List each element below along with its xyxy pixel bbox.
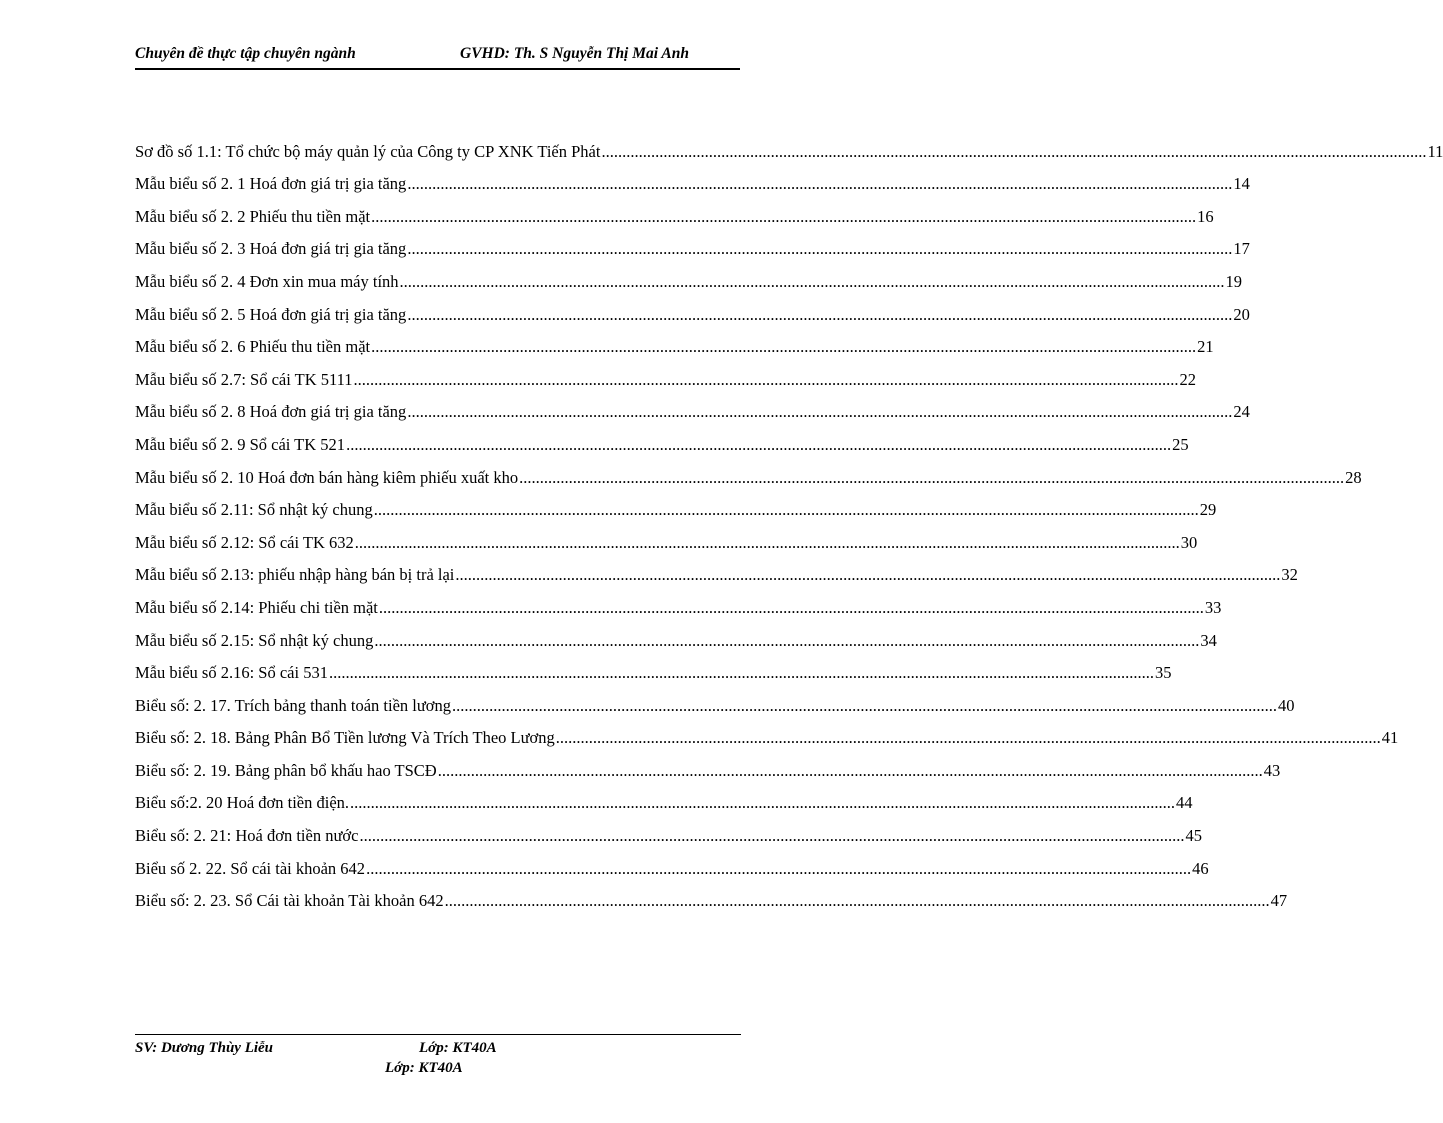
toc-leader-dots: ........................................................................................................................................................................................................: [519, 467, 1345, 487]
toc-entry-page: 46: [1192, 858, 1209, 878]
footer-student: SV: Dương Thùy Liễu: [135, 1040, 274, 1056]
toc-entry[interactable]: [135, 325, 1214, 358]
toc-entry-page: 22: [1179, 369, 1197, 389]
toc-leader-dots: ........................................................................................................................................................................................................: [366, 858, 1192, 878]
toc-entry-label: Mẫu biểu số 2. 10 Hoá đơn bán hàng kiêm phiếu xuất kho: [135, 467, 519, 487]
toc-entry-page: 41: [1381, 728, 1399, 748]
toc-entry-label: Mẫu biểu số 2. 2 Phiếu thu tiền mặt: [135, 206, 371, 226]
toc-leader-dots: ........................................................................................................................................................................................................: [354, 532, 1180, 552]
toc-leader-dots: ........................................................................................................................................................................................................: [371, 337, 1197, 357]
toc-entry-label: Mẫu biểu số 2.15: Sổ nhật ký chung: [135, 630, 374, 650]
toc-entry-label: Biểu số: 2. 21: Hoá đơn tiền nước: [135, 826, 359, 846]
table-of-figures: [135, 129, 1443, 911]
toc-entry-page: 14: [1233, 174, 1250, 194]
toc-entry-label: Mẫu biểu số 2. 6 Phiếu thu tiền mặt: [135, 337, 371, 357]
toc-entry-page: 33: [1204, 597, 1222, 617]
toc-entry-label: Mẫu biểu số 2. 8 Hoá đơn giá trị gia tăng: [135, 402, 407, 422]
toc-leader-dots: ........................................................................................................................................................................................................: [437, 760, 1263, 780]
toc-leader-dots: ........................................................................................................................................................................................................: [555, 728, 1381, 748]
toc-entry-label: Mẫu biểu số 2. 5 Hoá đơn giá trị gia tăng: [135, 304, 407, 324]
toc-leader-dots: ........................................................................................................................................................................................................: [407, 402, 1233, 422]
toc-entry-page: 24: [1233, 402, 1250, 422]
toc-entry[interactable]: [135, 259, 1243, 292]
toc-entry-label: Mẫu biểu số 2. 3 Hoá đơn giá trị gia tăng: [135, 239, 407, 259]
page-header: [135, 42, 740, 70]
toc-entry[interactable]: [135, 618, 1217, 651]
toc-leader-dots: ........................................................................................................................................................................................................: [407, 304, 1233, 324]
toc-entry-page: 32: [1281, 565, 1298, 585]
toc-entry[interactable]: [135, 227, 1250, 260]
toc-entry[interactable]: [135, 422, 1189, 455]
toc-entry[interactable]: [135, 553, 1298, 586]
toc-leader-dots: ........................................................................................................................................................................................................: [371, 206, 1197, 226]
toc-leader-dots: ........................................................................................................................................................................................................: [346, 434, 1172, 454]
toc-leader-dots: ........................................................................................................................................................................................................: [601, 141, 1427, 161]
toc-entry-label: Mẫu biểu số 2.13: phiếu nhập hàng bán bị trả lại: [135, 565, 455, 585]
toc-entry[interactable]: [135, 651, 1172, 684]
toc-entry[interactable]: [135, 488, 1217, 521]
toc-entry-label: Biểu số 2. 22. Sổ cái tài khoản 642: [135, 858, 366, 878]
toc-leader-dots: ........................................................................................................................................................................................................: [399, 271, 1225, 291]
toc-entry-page: 19: [1225, 271, 1243, 291]
toc-entry-label: Biểu số:2. 20 Hoá đơn tiền điện.: [135, 793, 350, 813]
toc-leader-dots: ........................................................................................................................................................................................................: [350, 793, 1176, 813]
toc-leader-dots: ........................................................................................................................................................................................................: [455, 565, 1281, 585]
toc-leader-dots: ........................................................................................................................................................................................................: [374, 630, 1200, 650]
toc-entry-label: Mẫu biểu số 2.7: Sổ cái TK 5111: [135, 369, 353, 389]
toc-entry-label: Mẫu biểu số 2.11: Sổ nhật ký chung: [135, 500, 373, 520]
toc-entry[interactable]: [135, 129, 1443, 162]
toc-entry[interactable]: [135, 781, 1193, 814]
toc-entry-page: 35: [1154, 663, 1172, 683]
toc-entry-label: Mẫu biểu số 2. 4 Đơn xin mua máy tính: [135, 271, 399, 291]
toc-entry-label: Biểu số: 2. 23. Sổ Cái tài khoản Tài khoản 642: [135, 891, 444, 911]
toc-entry-page: 43: [1263, 760, 1281, 780]
toc-entry[interactable]: [135, 390, 1250, 423]
toc-entry-page: 45: [1185, 826, 1202, 846]
toc-entry-page: 20: [1233, 304, 1250, 324]
toc-entry-label: Mẫu biểu số 2. 1 Hoá đơn giá trị gia tăng: [135, 174, 407, 194]
header-supervisor: GVHD: Th. S Nguyễn Thị Mai Anh: [460, 45, 689, 62]
toc-entry[interactable]: [135, 357, 1197, 390]
toc-leader-dots: ........................................................................................................................................................................................................: [373, 500, 1199, 520]
toc-entry-page: 11: [1427, 141, 1443, 161]
toc-entry-page: 40: [1278, 695, 1295, 715]
toc-entry[interactable]: [135, 194, 1214, 227]
toc-entry-label: Mẫu biểu số 2.12: Sổ cái TK 632: [135, 532, 354, 552]
toc-entry-page: 44: [1176, 793, 1193, 813]
toc-entry-label: Mẫu biểu số 2. 9 Sổ cái TK 521: [135, 434, 346, 454]
toc-entry-page: 30: [1180, 532, 1198, 552]
toc-entry[interactable]: [135, 879, 1288, 912]
toc-entry-label: Biểu số: 2. 18. Bảng Phân Bổ Tiền lương Và Trích Theo Lương: [135, 728, 555, 748]
toc-leader-dots: ........................................................................................................................................................................................................: [407, 239, 1233, 259]
toc-entry-label: Biểu số: 2. 17. Trích bảng thanh toán tiền lương: [135, 695, 452, 715]
footer-divider: [135, 1034, 741, 1035]
toc-entry-page: 16: [1197, 206, 1214, 226]
toc-leader-dots: ........................................................................................................................................................................................................: [353, 369, 1179, 389]
toc-entry[interactable]: [135, 716, 1399, 749]
footer-class-repeat: Lớp: KT40A: [385, 1060, 463, 1076]
toc-leader-dots: ........................................................................................................................................................................................................: [359, 826, 1185, 846]
toc-entry-page: 25: [1172, 434, 1189, 454]
toc-entry[interactable]: [135, 813, 1202, 846]
toc-leader-dots: ........................................................................................................................................................................................................: [444, 891, 1270, 911]
toc-entry-page: 21: [1197, 337, 1214, 357]
toc-entry-page: 17: [1233, 239, 1250, 259]
toc-entry[interactable]: [135, 683, 1295, 716]
toc-entry[interactable]: [135, 748, 1281, 781]
toc-leader-dots: ........................................................................................................................................................................................................: [378, 597, 1204, 617]
toc-entry[interactable]: [135, 292, 1250, 325]
header-title: Chuyên đề thực tập chuyên ngành: [135, 45, 356, 62]
toc-entry-page: 28: [1345, 467, 1362, 487]
toc-entry-page: 34: [1200, 630, 1217, 650]
toc-entry-label: Biểu số: 2. 19. Bảng phân bổ khấu hao TSCĐ: [135, 760, 437, 780]
toc-entry-label: Mẫu biểu số 2.14: Phiếu chi tiền mặt: [135, 597, 378, 617]
footer-class: Lớp: KT40A: [419, 1040, 497, 1056]
toc-leader-dots: ........................................................................................................................................................................................................: [328, 663, 1154, 683]
toc-entry[interactable]: [135, 162, 1250, 195]
toc-entry[interactable]: [135, 585, 1222, 618]
toc-leader-dots: ........................................................................................................................................................................................................: [452, 695, 1278, 715]
toc-entry-label: Sơ đồ số 1.1: Tổ chức bộ máy quản lý của Công ty CP XNK Tiến Phát: [135, 141, 601, 161]
toc-entry-page: 29: [1199, 500, 1217, 520]
toc-entry-label: Mẫu biểu số 2.16: Sổ cái 531: [135, 663, 328, 683]
toc-entry[interactable]: [135, 846, 1209, 879]
toc-entry[interactable]: [135, 520, 1198, 553]
toc-entry-page: 47: [1270, 891, 1288, 911]
toc-leader-dots: ........................................................................................................................................................................................................: [407, 174, 1233, 194]
toc-entry[interactable]: [135, 455, 1362, 488]
